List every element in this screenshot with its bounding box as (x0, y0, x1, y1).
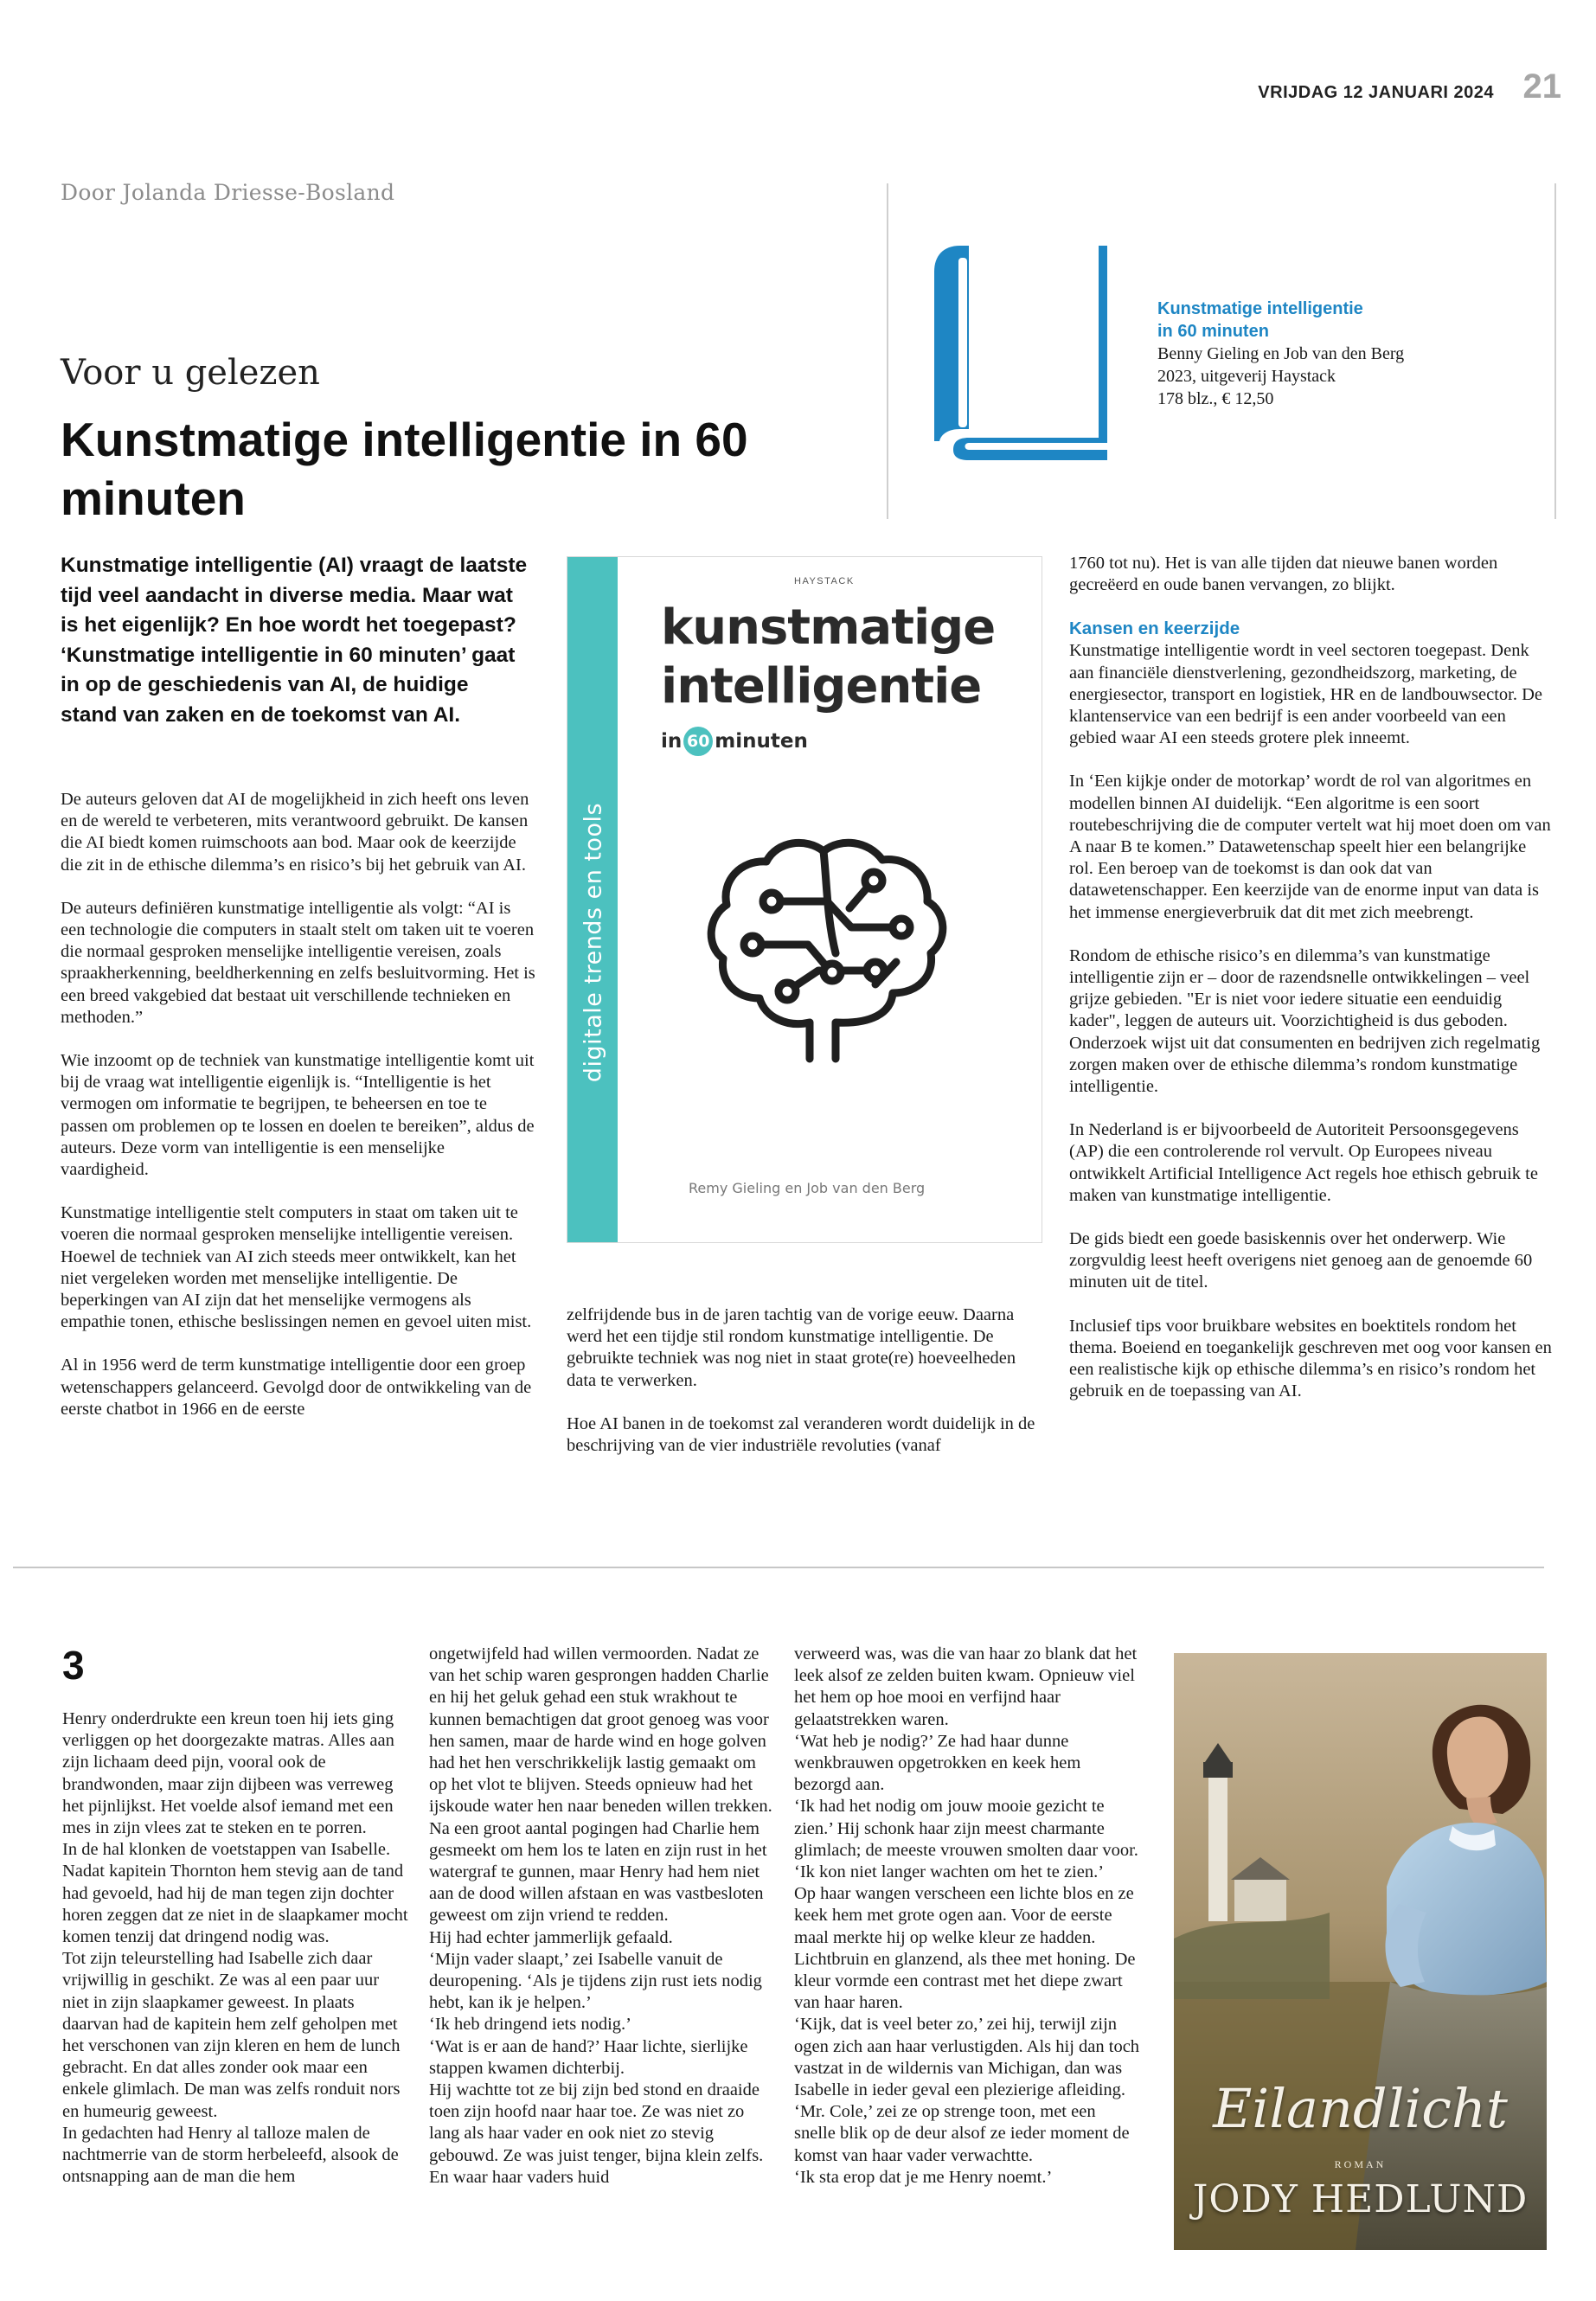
novel-title: Eilandlicht (1213, 2077, 1508, 2140)
paragraph: Kunstmatige intelligentie stelt computers in staat om taken uit te voeren die normaal gesproken menselijke intelligentie vereisen. Hoewel de techniek van AI zich steeds meer ontwikkelt, kan het niet vergeleken worden met menselijke intelligentie. De beperkingen van AI zijn dat het menselijke vermogens als empathie tonen, ethische beslissingen nemen en gevoel uiten mist. (61, 1203, 532, 1332)
paragraph: In de hal klonken de voetstappen van Isabelle. Nadat kapitein Thornton hem stevig aan de tand had gevoeld, had hij de man tegen zijn dochter horen zeggen dat ze niet in de slaapkamer mocht komen tenzij dat dringend nodig was. (62, 1840, 408, 1947)
book-info-price: 178 blz., € 12,50 (1157, 389, 1274, 408)
cover-sub-number: 60 (683, 727, 713, 756)
paragraph: Hij wachtte tot ze bij zijn bed stond en draaide toen zijn hoofd naar haar toe. Ze was niet zo lang als haar vader en ook niet zo stevig gebouwd. Ze was juist tenger, bijna klein zelfs. En waar haar vaders huid (429, 2080, 764, 2187)
article-headline: Kunstmatige intelligentie in 60 minuten (61, 413, 748, 525)
paragraph: ‘Kijk, dat is veel beter zo,’ zei hij, terwijl zijn ogen zich aan haar verlustigden. Als hij dan toch vastzat in de wildernis van Michigan, dan was Isabelle in ieder geval een plezierige afleiding. (794, 2015, 1140, 2100)
cover-spine (567, 557, 618, 1242)
paragraph: ‘Ik heb dringend iets nodig.’ (429, 2015, 631, 2035)
paragraph: Inclusief tips voor bruikbare websites en boektitels rondom het thema. Boeiend en toegankelijk geschreven met oog voor kansen en een realistische kijk op ethische dilemma’s en risico’s rondom het gebruik en de toepassing van AI. (1069, 1316, 1552, 1401)
novel-cover (1174, 1653, 1547, 2250)
cover-sub-minuten: minuten (715, 730, 808, 753)
cover-title (661, 599, 995, 716)
book-icon (934, 246, 1107, 460)
article-column-3 (1069, 553, 1554, 1425)
article-column-1 (61, 789, 536, 1442)
paragraph: Wie inzoomt op de techniek van kunstmatige intelligentie komt uit bij de vraag wat intelligentie eigenlijk is. “Intelligentie is het vermogen om informatie te begrijpen, te beheersen en toe te passen om problemen op te lossen en doelen te bereiken”, aldus de auteurs. Deze vorm van intelligentie is een menselijke vaardigheid. (61, 1051, 535, 1180)
paragraph: ‘Mijn vader slaapt,’ zei Isabelle vanuit de deuropening. ‘Als je tijdens zijn rust iets nodig hebt, kan ik je helpen.’ (429, 1949, 762, 2013)
paragraph: zelfrijdende bus in de jaren tachtig van de vorige eeuw. Daarna werd het een tijdje stil rondom kunstmatige intelligentie. De gebruikte techniek was nog niet in staat grote(re) hoeveelheden data te verwerken. (567, 1305, 1016, 1390)
story-column-2 (429, 1644, 775, 2189)
paragraph: Tot zijn teleurstelling had Isabelle zich daar vrijwillig in geschikt. Ze was al een paar uur niet in zijn slaapkamer geweest. In plaats daarvan had de kapitein hem zelf geholpen met het verschonen van zijn kleren en hem de lunch gebracht. En dat alles zonder ook maar een enkele glimlach. De man was zelfs ronduit nors en humeurig geweest. (62, 1949, 401, 2121)
paragraph: De auteurs geloven dat AI de mogelijkheid in zich heeft ons leven en de wereld te verbeteren, mits verantwoord gebruikt. De kansen die AI biedt komen ruimschoots aan bod. Maar ook de keerzijde die zit in de ethische dilemma’s en risico’s bij het gebruik van AI. (61, 790, 529, 875)
novel-genre: ROMAN (1334, 2158, 1387, 2170)
paragraph: Al in 1956 werd de term kunstmatige intelligentie door een groep wetenschappers gelanceerd. Gevolgd door de ontwikkeling van de eerste chatbot in 1966 en de eerste (61, 1356, 532, 1419)
page-number: 21 (1522, 67, 1561, 106)
paragraph: Rondom de ethische risico’s en dilemma’s van kunstmatige intelligentie zijn er – door de razendsnelle ontwikkelingen – veel grijze gebieden. "Er is niet voor iedere situatie een eenduidig kader", leggen de auteurs uit. Voorzichtigheid is dus geboden. Onderzoek wijst uit dat consumenten en bedrijven zich regelmatig zorgen maken over de ethische dilemma’s rondom kunstmatige intelligentie. (1069, 945, 1541, 1097)
article-intro: Kunstmatige intelligentie (AI) vraagt de laatste tijd veel aandacht in diverse media. Maar wat is het eigenlijk? En hoe wordt het toegepast? ‘Kunstmatige intelligentie in 60 minuten’ gaat in op de geschiedenis van AI, de huidige stand van zaken en de toekomst van AI. (61, 554, 528, 727)
book-info-authors: Benny Gieling en Job van den Berg (1157, 344, 1405, 363)
byline: Door Jolanda Driesse-Bosland (61, 180, 395, 205)
paragraph: Op haar wangen verscheen een lichte blos en ze keek hem met grote ogen aan. Voor de eerste maal merkte hij op welke kleur ze hadden. Lichtbruin en glanzend, als thee met honing. De kleur vormde een contrast met het diepe zwart van haar haren. (794, 1884, 1136, 2013)
paragraph: Hoe AI banen in de toekomst zal veranderen wordt duidelijk in de beschrijving van de vier industriële revoluties (vanaf (567, 1413, 1035, 1456)
paragraph: Kunstmatige intelligentie wordt in veel sectoren toegepast. Denk aan financiële dienstverlening, gezondheidszorg, marketing, de energiesector, transport en logistiek, HR en de landbouwsector. De klantenservice van een bedrijf is een ander voorbeeld van een gebied waar AI een steeds grotere plek inneemt. (1069, 641, 1543, 748)
paragraph: verweerd was, was die van haar zo blank dat het leek alsof ze zelden buiten kwam. Opnieuw viel het hem op hoe mooi en verfijnd haar gelaatstrekken waren. (794, 1644, 1138, 1729)
chapter-number: 3 (62, 1643, 85, 1688)
paragraph: De gids biedt een goede basiskennis over het onderwerp. Wie zorgvuldig leest heeft overigens niet genoeg aan de genoemde 60 minuten uit de titel. (1069, 1229, 1533, 1292)
cover-authors: Remy Gieling en Job van den Berg (689, 1180, 926, 1196)
paragraph: ‘Wat is er aan de hand?’ Haar lichte, sierlijke stappen kwamen dichterbij. (429, 2036, 748, 2078)
column-divider (1554, 183, 1556, 519)
brain-icon (697, 832, 957, 1092)
paragraph: ‘Wat heb je nodig?’ Ze had haar dunne wenkbrauwen opgetrokken en keek hem bezorgd aan. (794, 1731, 1081, 1795)
cover-publisher: HAYSTACK (794, 576, 855, 586)
cover-spine-text: digitale trends en tools (580, 802, 607, 1083)
story-column-3 (794, 1644, 1140, 2189)
article-column-2 (567, 1304, 1047, 1478)
paragraph: Hij had echter jammerlijk gefaald. (429, 1927, 673, 1947)
subheading: Kansen en keerzijde (1069, 619, 1240, 639)
paragraph: In gedachten had Henry al talloze malen de nachtmerrie van de storm herbeleefd, alsook de ontsnapping aan de man die hem (62, 2123, 399, 2187)
cover-subtitle (661, 727, 808, 756)
story-column-1 (62, 1708, 408, 2188)
book-cover (567, 556, 1042, 1243)
paragraph: De auteurs definiëren kunstmatige intelligentie als volgt: “AI is een technologie die computers in staalt stelt om taken uit te voeren die normaal gesproken menselijke intelligentie vereisen, zoals spraakherkenning, beeldherkenning en zelfs besluitvorming. Het is een breed vakgebied dat bestaat uit verschillende technieken en methoden.” (61, 898, 535, 1027)
section-kicker: Voor u gelezen (61, 353, 320, 393)
paragraph: In ‘Een kijkje onder de motorkap’ wordt de rol van algoritmes en modellen binnen AI duidelijk. “Een algoritme is een soort routebeschrijving die de computer vertelt wat hij moet doen om van A naar B te komen.” Datawetenschap speelt hier een belangrijke rol. Een beroep van de toekomst is dan ook dat van datawetenschapper. Een keerzijde van de enorme input van data is het immense energieverbruik dat dit met zich meebrengt. (1069, 772, 1551, 922)
section-divider (13, 1567, 1544, 1568)
header-date: VRIJDAG 12 JANUARI 2024 (1258, 83, 1494, 102)
cover-title-line: kunstmatige (661, 599, 996, 656)
paragraph: ‘Ik sta erop dat je me Henry noemt.’ (794, 2167, 1053, 2187)
novel-author: JODY HEDLUND (1192, 2177, 1529, 2221)
cover-title-line: intelligentie (661, 658, 982, 715)
paragraph: In Nederland is er bijvoorbeeld de Autoriteit Persoonsgegevens (AP) die een controlerende rol vervult. Op Europees niveau ontwikkelt Artificial Intelligence Act regels hoe ethisch gebruik te maken van kunstmatige intelligentie. (1069, 1120, 1538, 1205)
paragraph: ‘Ik had het nodig om jouw mooie gezicht te zien.’ Hij schonk haar zijn meest charmante glimlach; de meeste vrouwen smolten daar voor. ‘Ik kon niet langer wachten om het te zien.’ (794, 1797, 1138, 1882)
book-info (1157, 298, 1547, 410)
cover-sub-in: in (661, 730, 683, 753)
book-info-publisher: 2023, uitgeverij Haystack (1157, 367, 1336, 386)
paragraph: ongetwijfeld had willen vermoorden. Nadat ze van het schip waren gesprongen hadden Charlie en hij het geluk gehad een stuk wrakhout te kunnen bemachtigen dat groot genoeg was voor hen samen, maar de harde wind en hoge golven had het hen verschrikkelijk lastig gemaakt om op het vlot te blijven. Steeds opnieuw had het ijskoude water hen naar beneden willen trekken. Na een groot aantal pogingen had Charlie hem gesmeekt om hem los te laten en zijn rust in het watergraf te gunnen, maar Henry had hem niet aan de dood willen afstaan en was vastbesloten geweest om zijn vriend te redden. (429, 1644, 772, 1926)
book-info-title: Kunstmatige intelligentie (1157, 299, 1363, 318)
book-info-title: in 60 minuten (1157, 322, 1269, 341)
paragraph: 1760 tot nu). Het is van alle tijden dat nieuwe banen worden gecreëerd en oude banen vervangen, zo blijkt. (1069, 554, 1498, 595)
paragraph: Henry onderdrukte een kreun toen hij iets ging verliggen op het doorgezakte matras. Alles aan zijn lichaam deed pijn, vooral ook de brandwonden, maar zijn dijbeen was verreweg het pijnlijkst. Het voelde alsof iemand met een mes in zijn vlees zat te steken en te porren. (62, 1709, 394, 1838)
column-divider (887, 183, 888, 519)
paragraph: ‘Mr. Cole,’ zei ze op strenge toon, met een snelle blik op de deur alsof ze ieder moment de komst van haar vader verwachtte. (794, 2102, 1130, 2165)
